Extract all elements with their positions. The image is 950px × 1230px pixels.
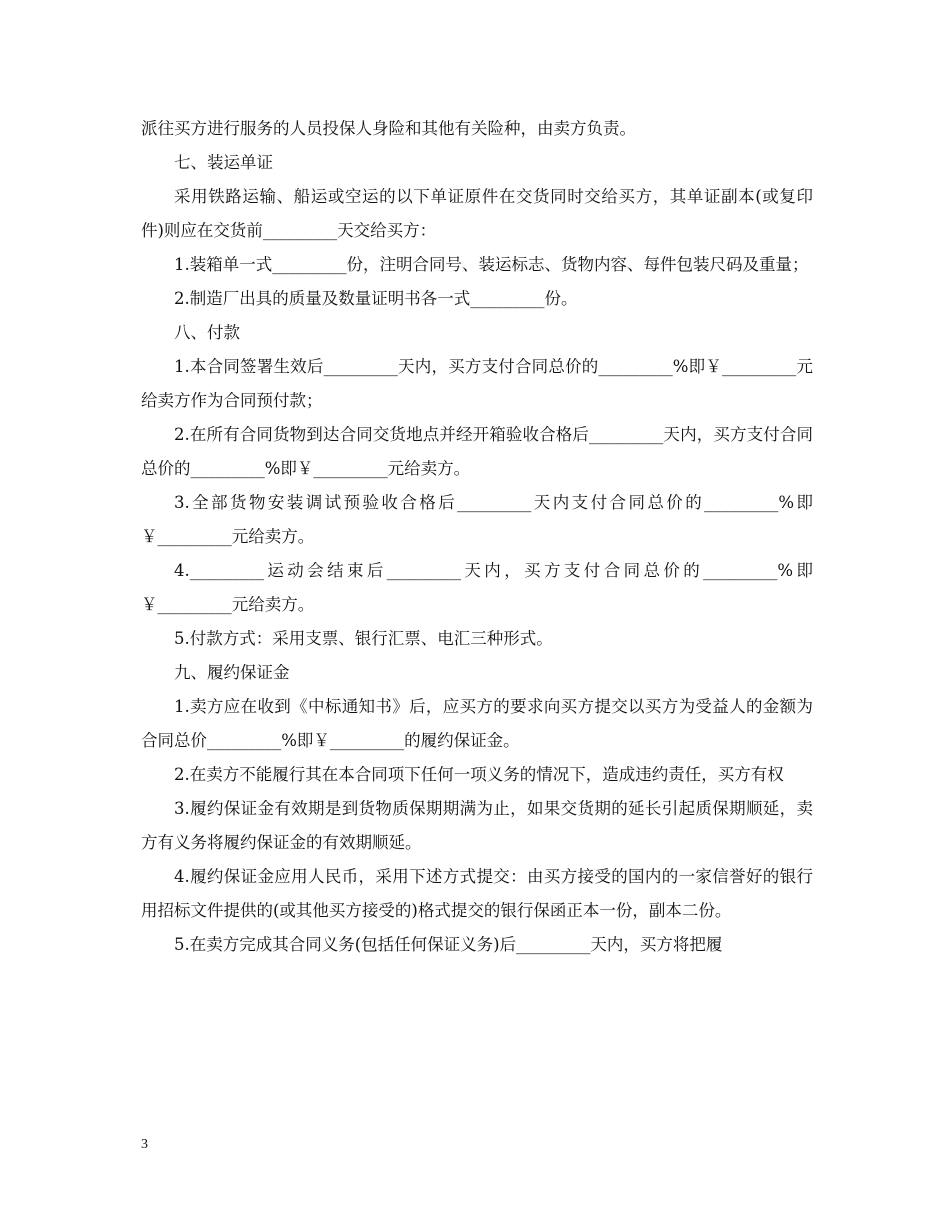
paragraph-payment-4: 4._________运动会结束后_________天内，买方支付合同总价的_________%即￥_________元给卖方。 (141, 561, 813, 614)
section-heading-shipping-documents: 七、装运单证 (174, 153, 273, 172)
paragraph-bond-5: 5.在卖方完成其合同义务(包括任何保证义务)后_________天内，买方将把履 (174, 935, 723, 954)
paragraph-quality-certificate: 2.制造厂出具的质量及数量证明书各一式_________份。 (174, 289, 578, 308)
paragraph-payment-3: 3.全部货物安装调试预验收合格后_________天内支付合同总价的_________%即￥_________元给卖方。 (141, 493, 813, 546)
paragraph-payment-method: 5.付款方式：采用支票、银行汇票、电汇三种形式。 (174, 629, 553, 648)
paragraph-insurance-continuation: 派往买方进行服务的人员投保人身险和其他有关险种，由卖方负责。 (141, 119, 636, 138)
paragraph-packing-list: 1.装箱单一式_________份，注明合同号、装运标志、货物内容、每件包装尺码及重量； (174, 255, 809, 274)
paragraph-bond-4: 4.履约保证金应用人民币，采用下述方式提交：由买方接受的国内的一家信誉好的银行用招标文件提供的(或其他买方接受的)格式提交的银行保函正本一份，副本二份。 (141, 867, 813, 920)
paragraph-shipping-documents: 采用铁路运输、船运或空运的以下单证原件在交货同时交给买方，其单证副本(或复印件)则应在交货前_________天交给买方： (141, 187, 813, 240)
paragraph-bond-3: 3.履约保证金有效期是到货物质保期期满为止，如果交货期的延长引起质保期顺延，卖方有义务将履约保证金的有效期顺延。 (141, 799, 813, 852)
document-body (141, 112, 813, 962)
paragraph-bond-2: 2.在卖方不能履行其在本合同项下任何一项义务的情况下，造成违约责任，买方有权 (174, 765, 784, 784)
page-number: 3 (141, 1137, 148, 1152)
paragraph-payment-2: 2.在所有合同货物到达合同交货地点并经开箱验收合格后_________天内，买方支付合同总价的_________%即￥_________元给卖方。 (141, 425, 813, 478)
paragraph-bond-1: 1.卖方应在收到《中标通知书》后，应买方的要求向买方提交以买方为受益人的金额为合同总价_________%即￥_________的履约保证金。 (141, 697, 813, 750)
paragraph-payment-1: 1.本合同签署生效后_________天内，买方支付合同总价的_________%即￥_________元给卖方作为合同预付款； (141, 357, 813, 410)
section-heading-payment: 八、付款 (174, 323, 240, 342)
section-heading-performance-bond: 九、履约保证金 (174, 663, 290, 682)
